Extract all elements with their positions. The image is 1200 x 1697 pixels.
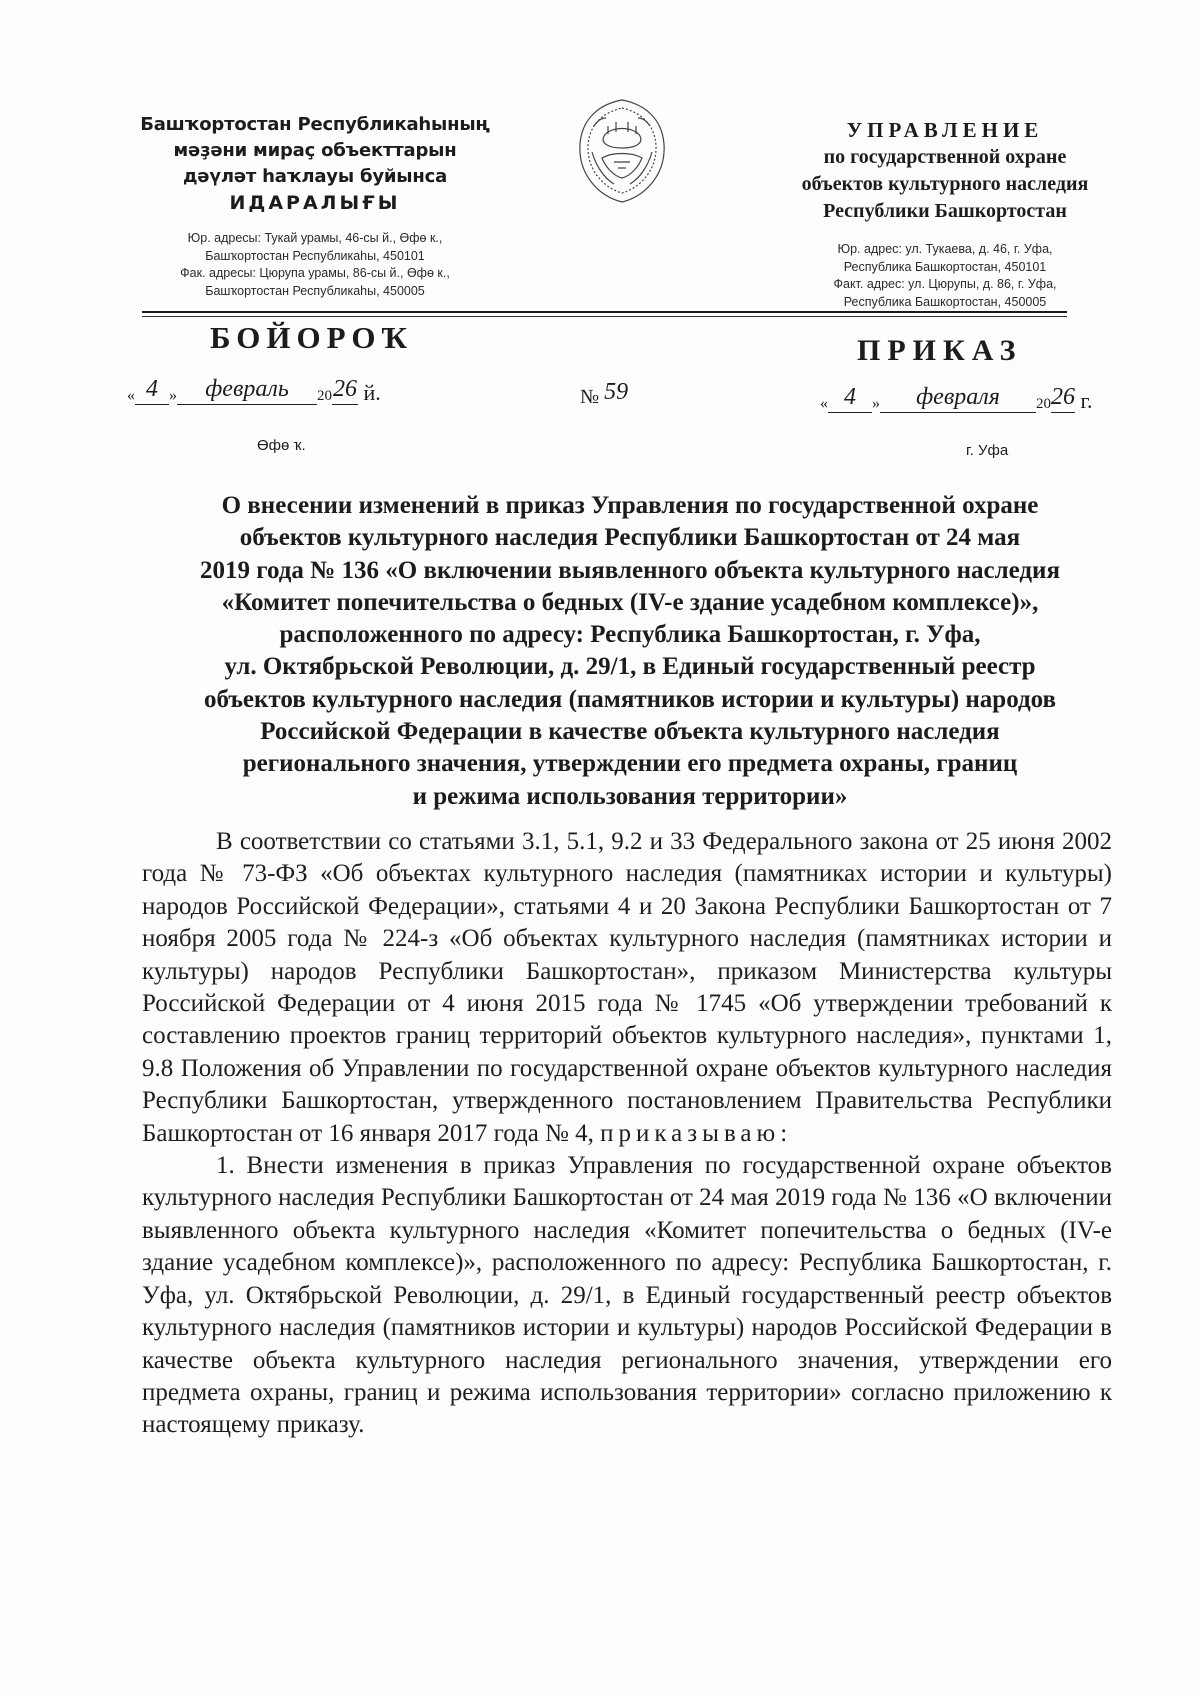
right-address xyxy=(780,241,1110,311)
date-right-month-field xyxy=(880,384,1036,413)
date-left-day: 4 xyxy=(146,376,158,402)
date-right xyxy=(820,384,1093,414)
right-org-line-4: Республики Башкортостан xyxy=(823,200,1067,222)
order-verb: приказываю: xyxy=(600,1119,793,1147)
left-org-line-3: дәүләт һаҡлауы буйынса xyxy=(182,166,448,187)
left-address xyxy=(120,230,510,300)
body-paragraph-1-text: В соответствии со статьями 3.1, 5.1, 9.2 и 33 Федерального закона от 25 июня 2002 года № 73-ФЗ «Об объектах культурного наследия (памятниках истории и культуры) народов Российской Федерации», статьями 4 и 20 Закона Республики Башкортостан от 7 ноября 2005 года № 224-з «Об объектах культурного наследия (памятниках истории и культуры) народов Республики Башкортостан», приказом Министерства культуры Российской Федерации от 4 июня 2015 года № 1745 «Об утверждении требований к составлению проектов границ территорий объектов культурного наследия», пунктами 1, 9.8 Положения об Управлении по государственной охране объектов культурного наследия Республики Башкортостан, утвержденного постановлением Правительства Республики Башкортостан от 16 января 2017 года № 4, xyxy=(142,828,1112,1147)
date-left-year-prefix: 20 xyxy=(317,388,332,404)
order-kind-bashkir: БОЙОРОҠ xyxy=(210,320,414,355)
date-right-day: 4 xyxy=(844,384,856,410)
date-left-close-quote: » xyxy=(169,387,177,404)
date-left-year-field xyxy=(332,376,358,405)
left-address-line-3: Фак. адресы: Цюрупа урамы, 86-сы й., Өфө к., xyxy=(180,266,450,280)
header-divider-thick xyxy=(142,311,1067,313)
right-address-line-3: Факт. адрес: ул. Цюрупы, д. 86, г. Уфа, xyxy=(833,277,1057,291)
date-right-open-quote: « xyxy=(820,395,828,412)
date-right-close-quote: » xyxy=(872,395,880,412)
title-line-2: объектов культурного наследия Республики Башкортостан от 24 мая xyxy=(239,524,1021,552)
title-line-4: «Комитет попечительства о бедных (IV-е здание усадебном комплексе)», xyxy=(221,588,1039,616)
date-right-year: 26 xyxy=(1051,384,1075,410)
coat-of-arms-emblem xyxy=(574,96,670,206)
date-left-day-field xyxy=(135,376,169,405)
body-paragraph-1 xyxy=(142,826,1112,1150)
title-line-3: 2019 года № 136 «О включении выявленного объекта культурного наследия xyxy=(200,556,1060,584)
date-left-month: февраль xyxy=(205,376,289,402)
date-right-month: февраля xyxy=(916,384,1000,410)
order-kind-russian: ПРИКАЗ xyxy=(857,334,1023,367)
date-left-month-field xyxy=(177,376,317,405)
title-line-7: объектов культурного наследия (памятников истории и культуры) народов xyxy=(203,685,1057,713)
order-number-value: 59 xyxy=(604,379,629,405)
right-org-line-1: УПРАВЛЕНИЕ xyxy=(846,118,1044,142)
left-address-line-2: Башҡортостан Республикаһы, 450101 xyxy=(205,248,425,263)
date-right-year-field xyxy=(1051,384,1075,413)
right-address-line-4: Республика Башкортостан, 450005 xyxy=(843,294,1047,309)
date-right-suffix: г. xyxy=(1080,388,1093,413)
city-russian: г. Уфа xyxy=(966,442,1009,459)
left-address-line-1: Юр. адресы: Тукай урамы, 46-сы й., Өфө к., xyxy=(187,231,443,245)
date-left-suffix: й. xyxy=(363,380,381,405)
body-paragraph-2: 1. Внести изменения в приказ Управления по государственной охране объектов культурного наследия Республики Башкортостан от 24 мая 2019 года № 136 «О включении выявленного объекта культурного наследия «Комитет попечительства о бедных (IV-е здание усадебном комплексе)», расположенного по адресу: Республика Башкортостан, г. Уфа, ул. Октябрьской Революции, д. 29/1, в Единый государственный реестр объектов культурного наследия (памятников истории и культуры) народов Российской Федерации в качестве объекта культурного наследия регионального значения, утверждении его предмета охраны, границ и режима использования территории» согласно приложению к настоящему приказу. xyxy=(142,1152,1112,1439)
right-address-line-1: Юр. адрес: ул. Тукаева, д. 46, г. Уфа, xyxy=(837,242,1053,256)
left-org-line-1: Башҡортостан Республикаһының xyxy=(140,114,490,135)
title-line-6: ул. Октябрьской Революции, д. 29/1, в Единый государственный реестр xyxy=(224,653,1036,681)
right-org-line-3: объектов культурного наследия xyxy=(801,173,1089,195)
order-number-label: № xyxy=(580,386,600,408)
title-line-10: и режима использования территории» xyxy=(412,782,848,810)
order-title xyxy=(150,490,1110,813)
date-left xyxy=(127,376,381,406)
city-bashkir: Өфө ҡ. xyxy=(257,437,306,454)
header-divider-thin xyxy=(142,316,1067,317)
header-right-org xyxy=(780,116,1110,311)
date-right-day-field xyxy=(828,384,872,413)
order-number xyxy=(580,379,629,410)
header-left-org xyxy=(120,112,510,300)
date-left-year: 26 xyxy=(333,376,357,402)
left-address-line-4: Башҡортостан Республикаһы, 450005 xyxy=(205,283,425,298)
title-line-9: регионального значения, утверждении его предмета охраны, границ xyxy=(242,750,1018,778)
title-line-1: О внесении изменений в приказ Управления по государственной охране xyxy=(221,492,1039,519)
title-line-8: Российской Федерации в качестве объекта культурного наследия xyxy=(260,718,1000,746)
right-org-line-2: по государственной охране xyxy=(823,146,1067,168)
title-line-5: расположенного по адресу: Республика Башкортостан, г. Уфа, xyxy=(279,621,981,649)
right-address-line-2: Республика Башкортостан, 450101 xyxy=(843,259,1047,274)
date-left-open-quote: « xyxy=(127,387,135,404)
left-org-line-2: мәҙәни мираҫ объекттарын xyxy=(173,140,457,161)
date-right-year-prefix: 20 xyxy=(1036,396,1051,412)
left-org-line-4: ИДАРАЛЫҒЫ xyxy=(229,192,401,214)
order-body xyxy=(142,826,1112,1442)
